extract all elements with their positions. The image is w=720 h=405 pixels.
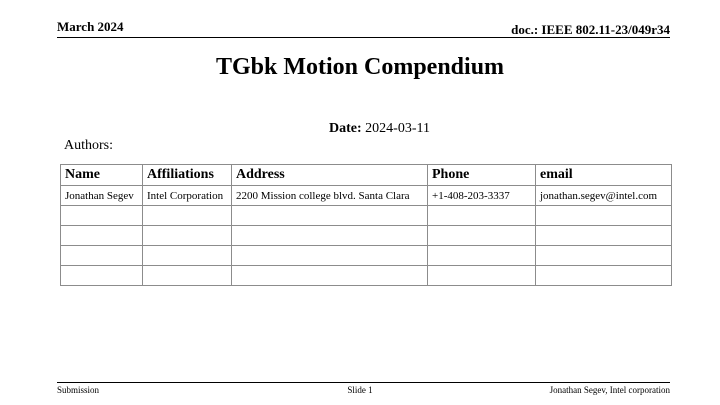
table-row	[61, 226, 672, 246]
cell-affiliation	[143, 266, 232, 286]
cell-name	[61, 206, 143, 226]
cell-affiliation	[143, 246, 232, 266]
cell-email	[536, 246, 672, 266]
cell-address	[232, 226, 428, 246]
cell-address	[232, 246, 428, 266]
authors-label: Authors:	[64, 138, 113, 153]
cell-affiliation: Intel Corporation	[143, 186, 232, 206]
cell-address	[232, 266, 428, 286]
cell-email	[536, 206, 672, 226]
cell-phone	[428, 246, 536, 266]
footer-slide-number: Slide 1	[347, 385, 373, 395]
table-row	[61, 206, 672, 226]
table-row	[61, 186, 672, 206]
cell-affiliation	[143, 226, 232, 246]
cell-phone: +1-408-203-3337	[428, 186, 536, 206]
date-label: Date:	[329, 121, 362, 136]
column-header-email: email	[536, 165, 672, 186]
authors-table	[60, 164, 672, 286]
column-header-address: Address	[232, 165, 428, 186]
slide-title: TGbk Motion Compendium	[215, 54, 505, 80]
cell-address	[232, 206, 428, 226]
cell-email	[536, 266, 672, 286]
table-row	[61, 246, 672, 266]
cell-address: 2200 Mission college blvd. Santa Clara	[232, 186, 428, 206]
column-header-affiliations: Affiliations	[143, 165, 232, 186]
cell-email	[536, 226, 672, 246]
cell-phone	[428, 206, 536, 226]
cell-name	[61, 246, 143, 266]
footer-author: Jonathan Segev, Intel corporation	[549, 385, 670, 395]
header-doc-number: doc.: IEEE 802.11-23/049r34	[511, 22, 670, 37]
cell-phone	[428, 266, 536, 286]
cell-email: jonathan.segev@intel.com	[536, 186, 672, 206]
cell-name	[61, 226, 143, 246]
cell-phone	[428, 226, 536, 246]
footer-submission: Submission	[57, 385, 100, 395]
table-row	[61, 266, 672, 286]
footer-divider	[57, 382, 670, 383]
date-value: 2024-03-11	[365, 121, 430, 136]
cell-affiliation	[143, 206, 232, 226]
column-header-name: Name	[61, 165, 143, 186]
date-line	[329, 121, 430, 137]
column-header-phone: Phone	[428, 165, 536, 186]
cell-name	[61, 266, 143, 286]
header-date: March 2024	[57, 19, 124, 34]
table-header-row	[61, 165, 672, 186]
cell-name: Jonathan Segev	[61, 186, 143, 206]
header-divider	[57, 37, 670, 38]
